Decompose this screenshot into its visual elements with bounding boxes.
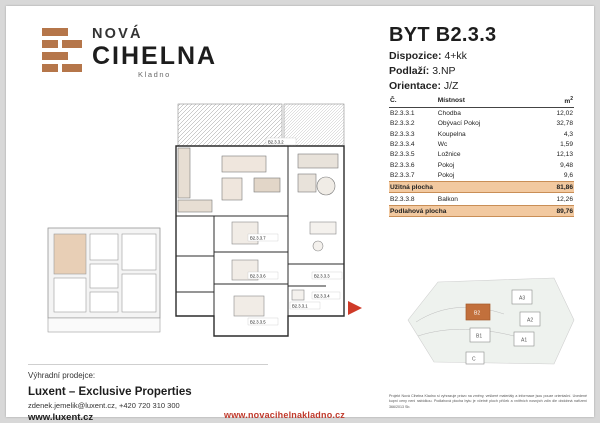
- cell-room: Ložnice: [437, 151, 461, 159]
- cell-no: B2.3.3.5: [390, 151, 415, 159]
- room-area-table: [389, 94, 574, 217]
- cell-area: 12,02: [556, 109, 573, 117]
- table-row: [389, 150, 574, 160]
- svg-text:B2.3.3.3: B2.3.3.3: [314, 273, 330, 279]
- brand-line2: CIHELNA: [92, 42, 218, 70]
- svg-text:B2: B2: [474, 310, 481, 317]
- meta-floor: [389, 65, 589, 77]
- meta-layout-label: Dispozice:: [389, 50, 442, 62]
- cell-area: 1,59: [560, 141, 573, 148]
- balcony-no: B2.3.3.8: [390, 196, 415, 204]
- cell-no: B2.3.3.6: [390, 161, 415, 169]
- legal-disclaimer: Projekt Nová Cihelna Kladno si vyhrazuje právo na změny, veškeré materiály a informace jsou pouze orientační. Uvedené kupní ceny neni nabídkou. Podlahová plocha bytu je včetně ploch příček a vnitřních nosných zdin dle obdobná nařízení 366/2013 Sb.: [389, 394, 587, 409]
- cell-room: Wc: [437, 141, 448, 148]
- svg-text:A3: A3: [519, 295, 526, 302]
- meta-floor-value: 3.NP: [432, 65, 456, 77]
- svg-text:A2: A2: [527, 317, 534, 324]
- meta-orientation-label: Orientace:: [389, 80, 441, 92]
- table-header-row: [389, 94, 574, 108]
- meta-layout-value: 4+kk: [444, 50, 467, 62]
- cell-area: 32,78: [556, 120, 573, 128]
- meta-floor-label: Podlaží:: [389, 65, 430, 77]
- total-area-label: Podlahová plocha: [389, 205, 538, 216]
- cell-no: B2.3.3.4: [390, 141, 415, 148]
- usable-area-row: [389, 181, 574, 192]
- page-title: BYT B2.3.3: [389, 24, 497, 46]
- svg-text:C: C: [472, 356, 476, 363]
- exclusive-seller-label: Výhradní prodejce:: [28, 371, 96, 380]
- brand-city: Kladno: [138, 70, 171, 79]
- svg-text:B2.3.3.6: B2.3.3.6: [250, 273, 266, 279]
- col-room: Místnost: [437, 94, 538, 108]
- cell-area: 4,3: [563, 130, 573, 138]
- site-plan: [404, 274, 579, 369]
- usable-area-value: 81,86: [538, 181, 574, 192]
- balcony-row: [389, 193, 574, 206]
- cell-room: Obývací Pokoj: [437, 120, 481, 128]
- cell-no: B2.3.3.1: [390, 109, 415, 117]
- meta-orientation: [389, 80, 589, 92]
- svg-text:B2.3.3.2: B2.3.3.2: [268, 139, 284, 145]
- floorplan: [26, 86, 371, 356]
- brand-line1: NOVÁ: [92, 26, 143, 42]
- cell-room: Pokoj: [437, 161, 455, 169]
- svg-text:B2.3.3.1: B2.3.3.1: [292, 303, 308, 309]
- cell-area: 12,13: [556, 151, 573, 159]
- usable-area-label: Užitná plocha: [389, 181, 538, 192]
- brochure-page: [6, 6, 594, 423]
- svg-text:B1: B1: [476, 333, 483, 340]
- cell-room: Koupelna: [437, 130, 466, 138]
- table-row: [389, 170, 574, 181]
- svg-text:B2.3.3.7: B2.3.3.7: [250, 235, 266, 241]
- balcony-area: 12,26: [556, 196, 573, 204]
- table-row: [389, 160, 574, 170]
- total-area-value: 89,76: [538, 205, 574, 216]
- meta-layout: [389, 50, 589, 62]
- cell-no: B2.3.3.7: [390, 172, 415, 180]
- col-area: $m^2$: [538, 94, 574, 108]
- brand-logo: [42, 24, 242, 80]
- project-website-link[interactable]: www.novacihelnakladno.cz: [224, 410, 345, 420]
- svg-text:A1: A1: [521, 337, 528, 344]
- table-row: [389, 108, 574, 119]
- cell-area: 9,6: [563, 172, 573, 180]
- unit-meta: [389, 50, 589, 95]
- col-no: Č.: [389, 94, 437, 108]
- total-area-row: [389, 205, 574, 216]
- cell-room: Chodba: [437, 109, 461, 117]
- balcony-room: Balkon: [437, 196, 458, 204]
- footer-divider: [28, 364, 268, 365]
- svg-text:B2.3.3.4: B2.3.3.4: [314, 293, 330, 299]
- table-row: [389, 129, 574, 139]
- brick-logo-icon: [42, 28, 82, 72]
- entry-arrow-icon: [348, 301, 362, 315]
- cell-room: Pokoj: [437, 172, 455, 180]
- agency-contact[interactable]: zdenek.jemelik@luxent.cz, +420 720 310 300: [28, 401, 180, 410]
- table-row: [389, 139, 574, 149]
- table-row: [389, 119, 574, 129]
- cell-area: 9,48: [560, 161, 573, 169]
- agency-name: Luxent – Exclusive Properties: [28, 386, 192, 398]
- cell-no: B2.3.3.3: [390, 130, 415, 138]
- cell-no: B2.3.3.2: [390, 120, 415, 128]
- meta-orientation-value: J/Z: [443, 80, 459, 92]
- svg-text:B2.3.3.5: B2.3.3.5: [250, 319, 266, 325]
- agency-website-link[interactable]: www.luxent.cz: [28, 412, 94, 423]
